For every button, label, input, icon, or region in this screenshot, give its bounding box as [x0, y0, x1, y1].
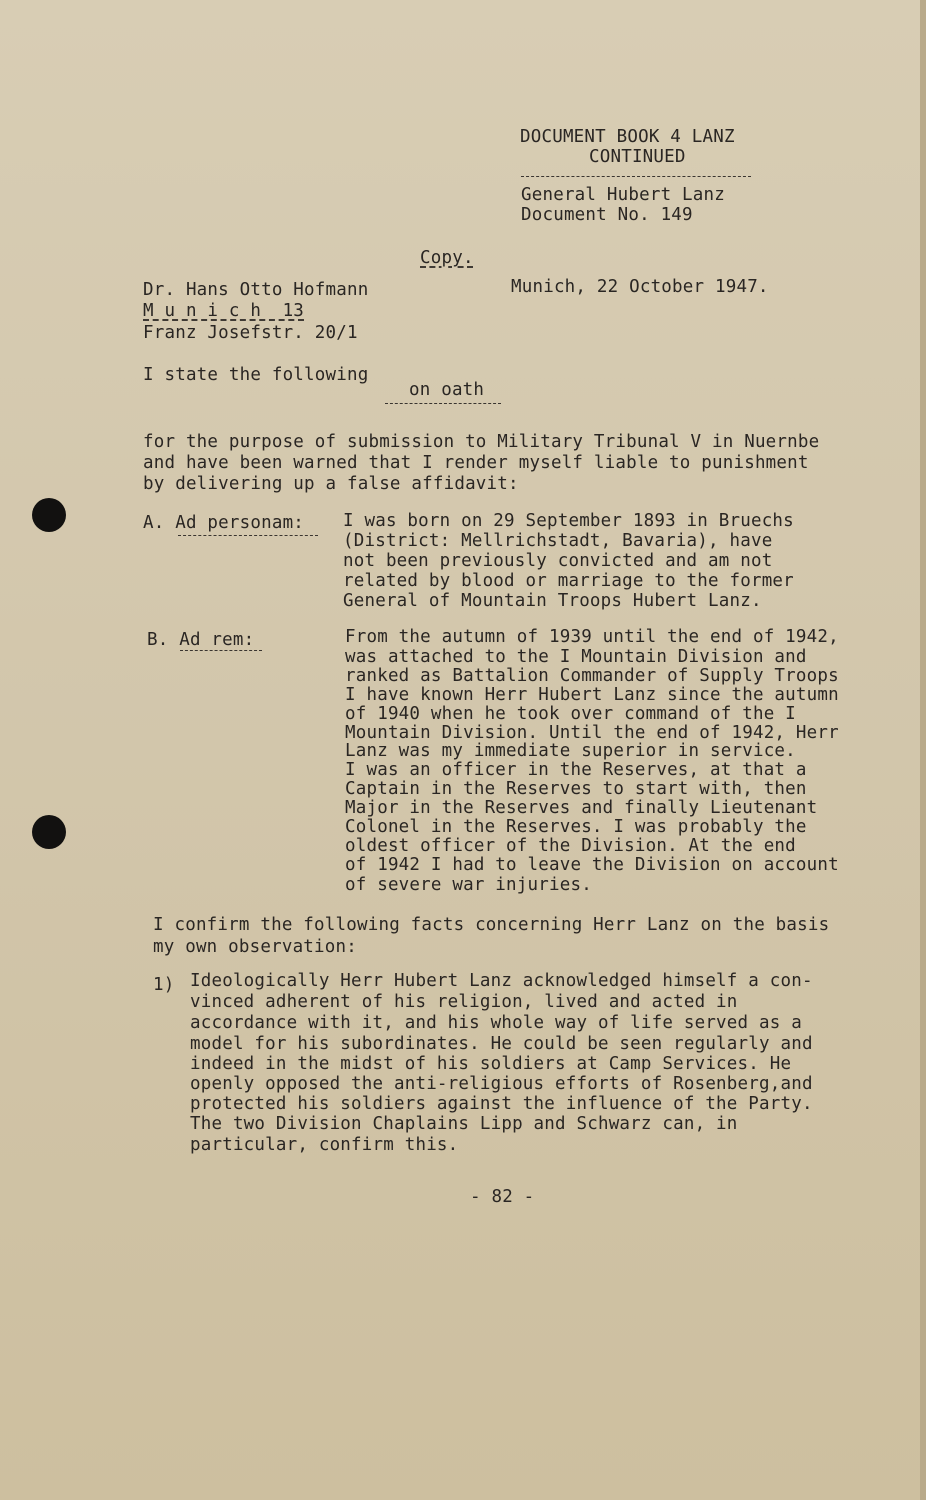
section-a-line: not been previously convicted and am not — [343, 551, 773, 571]
oath-rule — [385, 403, 501, 404]
continued-label: CONTINUED — [589, 147, 686, 167]
purpose-line-3: by delivering up a false affidavit: — [143, 474, 519, 494]
section-a-line: (District: Mellrichstadt, Bavaria), have — [343, 531, 773, 551]
punch-hole-top — [32, 498, 66, 532]
purpose-line-1: for the purpose of submission to Military Tribunal V in Nuernbe — [143, 432, 820, 452]
section-a-label: A. Ad personam: — [143, 513, 305, 533]
oath-line-1: I state the following — [143, 365, 369, 385]
section-b-line: Lanz was my immediate superior in service. — [345, 741, 796, 761]
point-1-line: particular, confirm this. — [190, 1135, 459, 1155]
section-b-line: I was an officer in the Reserves, at that a — [345, 760, 807, 780]
point-1-line: model for his subordinates. He could be seen regularly and — [190, 1034, 813, 1054]
section-b-line: ranked as Battalion Commander of Supply Troops — [345, 666, 839, 686]
document-number: Document No. 149 — [521, 205, 693, 225]
point-1-line: openly opposed the anti-religious efforts of Rosenberg,and — [190, 1074, 813, 1094]
page-edge — [920, 0, 926, 1500]
point-1-line: Ideologically Herr Hubert Lanz acknowledged himself a con- — [190, 971, 813, 991]
point-1-number: 1) — [153, 975, 175, 995]
dateline: Munich, 22 October 1947. — [511, 277, 769, 297]
section-b-line: Major in the Reserves and finally Lieutenant — [345, 798, 818, 818]
sender-city: M u n i c h 13 — [143, 301, 305, 321]
section-b-line: was attached to the I Mountain Division and — [345, 647, 807, 667]
document-book-title: DOCUMENT BOOK 4 LANZ — [520, 127, 735, 147]
header-rule — [521, 176, 751, 177]
section-b-line: Colonel in the Reserves. I was probably the — [345, 817, 807, 837]
section-a-rule — [178, 535, 318, 536]
section-b-line: of 1942 I had to leave the Division on account — [345, 855, 839, 875]
oath-line-2: on oath — [409, 380, 485, 400]
section-b-line: of severe war injuries. — [345, 875, 592, 895]
point-1-line: protected his soldiers against the influence of the Party. — [190, 1094, 813, 1114]
section-b-line: Captain in the Reserves to start with, then — [345, 779, 807, 799]
confirm-line-2: my own observation: — [153, 937, 357, 957]
section-a-line: General of Mountain Troops Hubert Lanz. — [343, 591, 762, 611]
header-person: General Hubert Lanz — [521, 185, 725, 205]
section-b-line: oldest officer of the Division. At the end — [345, 836, 796, 856]
page-number: - 82 - — [470, 1187, 535, 1207]
point-1-line: The two Division Chaplains Lipp and Schwarz can, in — [190, 1114, 738, 1134]
point-1-line: vinced adherent of his religion, lived and acted in — [190, 992, 738, 1012]
point-1-line: accordance with it, and his whole way of life served as a — [190, 1013, 802, 1033]
point-1-line: indeed in the midst of his soldiers at Camp Services. He — [190, 1054, 792, 1074]
section-b-line: From the autumn of 1939 until the end of 1942, — [345, 627, 839, 647]
section-b-line: of 1940 when he took over command of the I — [345, 704, 796, 724]
confirm-line-1: I confirm the following facts concerning Herr Lanz on the basis — [153, 915, 830, 935]
punch-hole-bottom — [32, 815, 66, 849]
section-a-line: related by blood or marriage to the former — [343, 571, 794, 591]
section-b-line: Mountain Division. Until the end of 1942, Herr — [345, 723, 839, 743]
section-b-rule — [180, 650, 262, 651]
sender-name: Dr. Hans Otto Hofmann — [143, 280, 369, 300]
section-b-line: I have known Herr Hubert Lanz since the autumn — [345, 685, 839, 705]
copy-label: Copy. — [420, 248, 474, 268]
purpose-line-2: and have been warned that I render myself liable to punishment — [143, 453, 809, 473]
section-a-line: I was born on 29 September 1893 in Bruechs — [343, 511, 794, 531]
section-b-label: B. Ad rem: — [147, 630, 255, 650]
sender-street: Franz Josefstr. 20/1 — [143, 323, 358, 343]
